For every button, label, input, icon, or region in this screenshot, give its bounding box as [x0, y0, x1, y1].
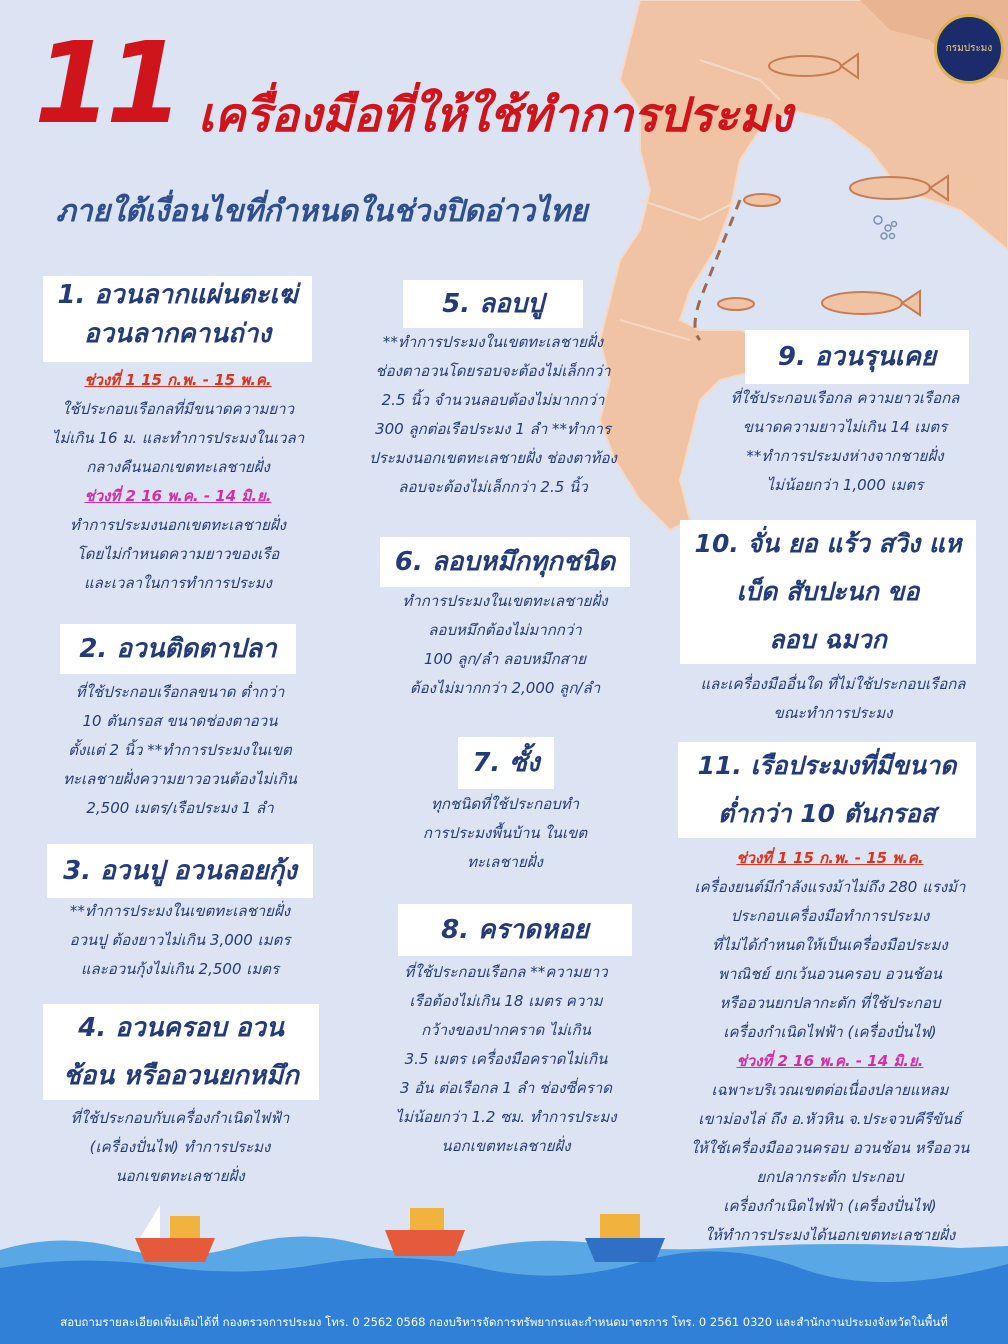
item6-text — [355, 587, 655, 703]
logo-text: กรมประมง — [945, 43, 993, 54]
item10-text — [668, 670, 998, 728]
item8-text-line: 3 อัน ต่อเรือกล 1 ลำ ช่องซี่คราด — [400, 1079, 612, 1097]
item11-text-line: ให้ทำการประมงได้นอกเขตทะเลชายฝั่ง — [704, 1226, 956, 1244]
item7-heading — [458, 737, 554, 789]
item11-text-line: ประกอบเครื่องมือทำการประมง — [730, 907, 930, 925]
item8-text-line: ไม่น้อยกว่า 1.2 ซม. ทำการประมง — [395, 1108, 617, 1126]
item1-text-line: ไม่เกิน 16 ม. และทำการประมงในเวลา — [51, 429, 305, 447]
item1-title-line2: อวนลากคานถ่าง — [83, 319, 272, 349]
item2-text-line: 10 ตันกรอส ขนาดช่องตาอวน — [82, 712, 278, 730]
item4-title-line1: 4. อวนครอบ อวน — [78, 1013, 284, 1043]
item9-title: 9. อวนรุนเคย — [777, 342, 937, 372]
item3-text-line: **ทำการประมงในเขตทะเลชายฝั่ง — [69, 902, 291, 920]
item11-title-line2: ต่ำกว่า 10 ตันกรอส — [718, 799, 936, 828]
item10-text-line: และเครื่องมืออื่นใด ที่ไม่ใช้ประกอบเรือกล — [700, 675, 966, 693]
item7-text-line: การประมงพื้นบ้าน ในเขต — [422, 824, 588, 842]
item8-heading — [398, 904, 632, 956]
item2-heading — [60, 624, 296, 674]
item11-text-line: พาณิชย์ ยกเว้นอวนครอบ อวนช้อน — [718, 965, 942, 983]
item1-period1: ช่วงที่ 1 15 ก.พ. - 15 พ.ค. — [84, 371, 272, 389]
item1-title-line1: 1. อวนลากแผ่นตะเฆ่ — [57, 280, 298, 310]
item5-text-line: ประมงนอกเขตทะเลชายฝั่ง ช่องตาท้อง — [369, 449, 617, 467]
item4-text — [22, 1104, 338, 1191]
item2-text-line: 2,500 เมตร/เรือประมง 1 ลำ — [86, 799, 274, 817]
item3-text-line: อวนปู ต้องยาวไม่เกิน 3,000 เมตร — [69, 931, 291, 949]
item8-text — [348, 958, 664, 1161]
item11-text-line: เฉพาะบริเวณเขตต่อเนื่องปลายแหลม — [711, 1081, 949, 1099]
item7-text — [355, 790, 655, 877]
item11-period2: ช่วงที่ 2 16 พ.ค. - 14 มิ.ย. — [736, 1052, 924, 1070]
item3-heading — [47, 844, 313, 898]
item5-text-line: **ทำการประมงในเขตทะเลชายฝั่ง — [382, 333, 604, 351]
item8-text-line: กว้างของปากคราด ไม่เกิน — [421, 1021, 591, 1039]
item11-text-line: ยกปลากระตัก ประกอบ — [756, 1168, 904, 1186]
item10-title-line1: 10. จั่น ยอ แร้ว สวิง แห — [694, 529, 962, 558]
page-title: เครื่องมือที่ให้ใช้ทำการประมง — [198, 88, 793, 143]
item6-heading — [380, 537, 630, 587]
item1-text-line: กลางคืนนอกเขตทะเลชายฝั่ง — [86, 458, 270, 476]
headline-number: 11 — [34, 19, 178, 149]
item10-title-line2: เบ็ด สับปะนก ขอ — [736, 577, 920, 606]
item3-text — [22, 897, 338, 984]
item8-text-line: 3.5 เมตร เครื่องมือคราดไม่เกิน — [404, 1050, 608, 1068]
item5-text-line: 300 ลูกต่อเรือประมง 1 ลำ **ทำการ — [375, 420, 611, 438]
bubble-decorations — [874, 216, 897, 239]
item1-period2: ช่วงที่ 2 16 พ.ค. - 14 มิ.ย. — [84, 487, 272, 505]
item9-text — [690, 384, 1000, 500]
item8-title: 8. คราดหอย — [441, 915, 589, 945]
item5-text-line: 2.5 นิ้ว จำนวนลอบต้องไม่มากกว่า — [381, 391, 605, 409]
item11-text-line: เครื่องกำเนิดไฟฟ้า (เครื่องปั่นไฟ) — [723, 1197, 937, 1215]
item9-heading — [745, 330, 969, 384]
item7-text-line: ทุกชนิดที่ใช้ประกอบทำ — [430, 795, 580, 813]
item3-title: 3. อวนปู อวนลอยกุ้ง — [63, 856, 297, 886]
item4-title-line2: ช้อน หรืออวนยกหมึก — [63, 1061, 299, 1091]
item1-text-line: และเวลาในการทำการประมง — [84, 574, 272, 592]
item4-text-line: นอกเขตทะเลชายฝั่ง — [115, 1167, 245, 1185]
item8-text-line: เรือต้องไม่เกิน 18 เมตร ความ — [409, 992, 603, 1010]
item2-text — [22, 678, 338, 823]
item10-title-line3: ลอบ ฉมวก — [769, 625, 887, 654]
item11-text-line: ให้ใช้เครื่องมืออวนครอบ อวนช้อน หรืออวน — [690, 1139, 970, 1157]
item9-text-line: **ทำการประมงห่างจากชายฝั่ง — [746, 447, 944, 465]
item1-text-line: ทำการประมงนอกเขตทะเลชายฝั่ง — [70, 516, 286, 534]
item5-heading — [403, 280, 583, 328]
item4-text-line: ที่ใช้ประกอบกับเครื่องกำเนิดไฟฟ้า — [70, 1109, 290, 1127]
item11-title-line1: 11. เรือประมงที่มีขนาด — [697, 751, 957, 780]
item1-text-line: ใช้ประกอบเรือกลที่มีขนาดความยาว — [61, 400, 295, 418]
item6-text-line: ลอบหมึกต้องไม่มากกว่า — [428, 621, 582, 639]
item7-title: 7. ซั้ง — [472, 748, 540, 778]
item3-text-line: และอวนกุ้งไม่เกิน 2,500 เมตร — [80, 960, 280, 978]
item6-text-line: 100 ลูก/ลำ ลอบหมึกสาย — [423, 650, 587, 668]
item11-period1: ช่วงที่ 1 15 ก.พ. - 15 พ.ค. — [736, 849, 924, 867]
item9-text-line: ขนาดความยาวไม่เกิน 14 เมตร — [742, 418, 948, 436]
item6-text-line: ต้องไม่มากกว่า 2,000 ลูก/ลำ — [409, 679, 601, 697]
item8-text-line: นอกเขตทะเลชายฝั่ง — [441, 1137, 571, 1155]
item6-title: 6. ลอบหมึกทุกชนิด — [394, 547, 616, 577]
item10-text-line: ขณะทำการประมง — [773, 704, 893, 722]
item11-text-line: เขาม่องไล่ ถึง อ.หัวหิน จ.ประจวบคีรีขันธ์ — [698, 1110, 962, 1128]
item11-heading — [678, 742, 976, 838]
item11-text-line: เครื่องกำเนิดไฟฟ้า (เครื่องปั่นไฟ) — [723, 1023, 937, 1041]
item9-text-line: ไม่น้อยกว่า 1,000 เมตร — [766, 476, 924, 494]
item7-text-line: ทะเลชายฝั่ง — [467, 853, 543, 871]
item9-text-line: ที่ใช้ประกอบเรือกล ความยาวเรือกล — [730, 389, 960, 407]
item4-text-line: (เครื่องปั่นไฟ) ทำการประมง — [89, 1138, 271, 1156]
item10-heading — [680, 520, 976, 664]
item5-text-line: ช่องตาอวนโดยรอบจะต้องไม่เล็กกว่า — [375, 362, 611, 380]
item5-text — [343, 328, 643, 502]
item11-text-line: เครื่องยนต์มีกำลังแรงม้าไม่ถึง 280 แรงม้า — [694, 878, 966, 896]
department-of-fisheries-logo — [934, 14, 1004, 84]
item2-title: 2. อวนติดตาปลา — [79, 634, 277, 664]
item11-text — [660, 844, 1000, 1250]
item1-heading — [43, 276, 312, 362]
footer-contact-info: สอบถามรายละเอียดเพิ่มเติมได้ที่ กองตรวจการประมง โทร. 0 2562 0568 กองบริหารจัดการทรัพยากรและกำหนดมาตรการ โทร. 0 2561 0320 และสำนักงานประมงจังหวัดในพื้นที่ — [0, 1300, 1008, 1344]
item2-text-line: ที่ใช้ประกอบเรือกลขนาด ต่ำกว่า — [75, 683, 285, 701]
item2-text-line: ทะเลชายฝั่งความยาวอวนต้องไม่เกิน — [63, 770, 297, 788]
item11-text-line: หรืออวนยกปลากะตัก ที่ใช้ประกอบ — [719, 994, 941, 1012]
item8-text-line: ที่ใช้ประกอบเรือกล **ความยาว — [404, 963, 608, 981]
item5-text-line: ลอบจะต้องไม่เล็กกว่า 2.5 นิ้ว — [398, 478, 588, 496]
item1-text-line: โดยไม่กำหนดความยาวของเรือ — [76, 545, 280, 563]
item6-text-line: ทำการประมงในเขตทะเลชายฝั่ง — [402, 592, 608, 610]
item1-text — [28, 366, 328, 598]
item5-title: 5. ลอบปู — [442, 289, 544, 319]
item11-text-line: ที่ไม่ได้กำหนดให้เป็นเครื่องมือประมง — [712, 936, 948, 954]
item4-heading — [43, 1004, 319, 1100]
item2-text-line: ตั้งแต่ 2 นิ้ว **ทำการประมงในเขต — [68, 741, 292, 759]
page-subtitle: ภายใต้เงื่อนไขที่กำหนดในช่วงปิดอ่าวไทย — [56, 194, 588, 229]
